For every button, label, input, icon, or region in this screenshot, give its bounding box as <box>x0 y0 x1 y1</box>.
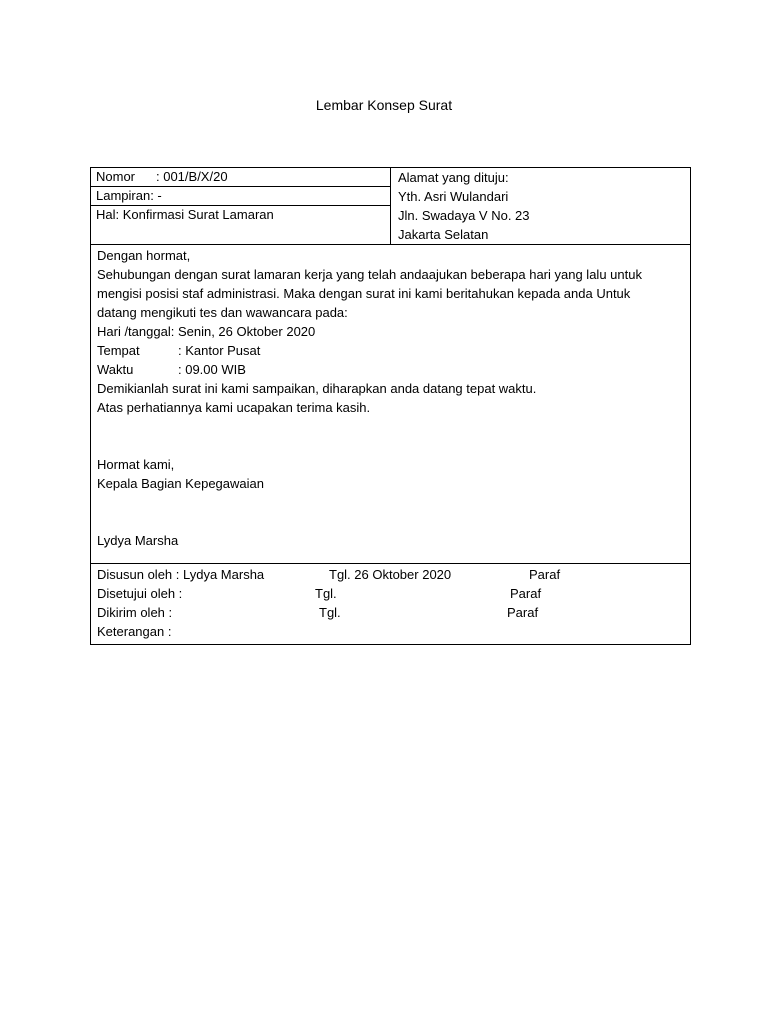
signer-position: Kepala Bagian Kepegawaian <box>97 476 264 491</box>
signer-name: Lydya Marsha <box>97 533 179 548</box>
address-heading: Alamat yang dituju: <box>398 170 509 185</box>
regards: Hormat kami, <box>97 457 175 472</box>
nomor-cell <box>91 168 390 187</box>
approval-paraf: Paraf <box>507 605 539 620</box>
detail-time <box>97 360 685 379</box>
paragraph-line: mengisi posisi staf administrasi. Maka dengan surat ini kami beritahukan kepada anda Untuk <box>97 286 631 301</box>
detail-place <box>97 341 685 360</box>
salutation: Dengan hormat, <box>97 248 191 263</box>
hal-cell: Hal: Konfirmasi Surat Lamaran <box>96 207 274 222</box>
detail-value: : Kantor Pusat <box>178 343 261 358</box>
spacer <box>97 417 685 455</box>
detail-key: Hari /tanggal <box>97 324 171 339</box>
detail-value: : 09.00 WIB <box>178 362 246 377</box>
closing-line: Demikianlah surat ini kami sampaikan, diharapkan anda datang tepat waktu. <box>97 381 537 396</box>
recipient-address-block <box>391 168 690 244</box>
nomor-value: : 001/B/X/20 <box>156 169 228 184</box>
approval-row-keterangan <box>97 622 690 641</box>
detail-date <box>97 322 685 341</box>
approval-label: Dikirim oleh : <box>97 605 173 620</box>
paragraph-line: datang mengikuti tes dan wawancara pada: <box>97 305 348 320</box>
recipient-street: Jln. Swadaya V No. 23 <box>398 208 530 223</box>
detail-key: Waktu <box>97 362 134 377</box>
letter-reference-block <box>91 168 391 244</box>
approval-paraf: Paraf <box>529 567 561 582</box>
spacer <box>97 493 685 531</box>
approval-label: Keterangan : <box>97 624 172 639</box>
approval-date: Tgl. <box>315 586 337 601</box>
recipient-city: Jakarta Selatan <box>398 227 489 242</box>
approval-row-disusun <box>97 565 690 584</box>
approval-date: Tgl. <box>319 605 341 620</box>
lampiran-cell: Lampiran: - <box>91 187 390 206</box>
detail-value: : Senin, 26 Oktober 2020 <box>170 324 316 339</box>
approval-row-disetujui <box>97 584 690 603</box>
nomor-label: Nomor <box>96 169 136 184</box>
approval-label: Disetujui oleh : <box>97 586 183 601</box>
letter-body <box>91 245 690 564</box>
approval-date: Tgl. 26 Oktober 2020 <box>329 567 452 582</box>
approval-label: Disusun oleh : Lydya Marsha <box>97 567 265 582</box>
approval-row-dikirim <box>97 603 690 622</box>
detail-key: Tempat <box>97 343 140 358</box>
document-title: Lembar Konsep Surat <box>315 97 453 113</box>
approval-footer <box>91 564 690 644</box>
letter-header <box>91 168 690 245</box>
approval-paraf: Paraf <box>510 586 542 601</box>
letter-form-table <box>90 167 691 645</box>
recipient-name: Yth. Asri Wulandari <box>398 189 509 204</box>
closing-line: Atas perhatiannya kami ucapakan terima kasih. <box>97 400 371 415</box>
paragraph-line: Sehubungan dengan surat lamaran kerja yang telah andaajukan beberapa hari yang lalu untuk <box>97 267 642 282</box>
